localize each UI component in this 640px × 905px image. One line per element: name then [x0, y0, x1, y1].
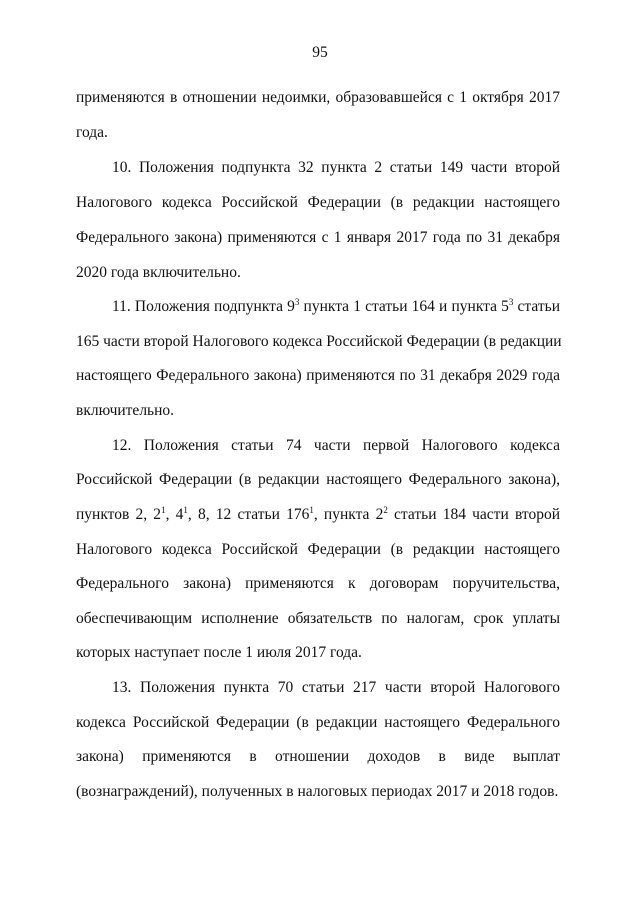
text-run: пункта 1 статьи 164 и пункта 5: [299, 298, 509, 315]
paragraph-12-line-5: Федерального закона) применяются к договорам поручительства,: [76, 575, 560, 592]
superscript: 1: [183, 505, 188, 515]
paragraph-9-line-1: применяются в отношении недоимки, образовавшейся с 1 октября 2017: [76, 89, 560, 106]
paragraph-12-line-3: [76, 505, 560, 525]
text-run: статьи 184 части второй: [387, 506, 560, 523]
paragraph-10-line-3: Федерального закона) применяются с 1 января 2017 года по 31 декабря: [76, 229, 560, 246]
paragraph-11-line-2: 165 части второй Налогового кодекса Российской Федерации (в редакции: [76, 333, 562, 350]
paragraph-13-line-4: (вознаграждений), полученных в налоговых периодах 2017 и 2018 годов.: [76, 783, 559, 800]
paragraph-11-line-4: включительно.: [76, 402, 175, 419]
superscript: 1: [161, 505, 166, 515]
text-run: пунктов 2, 2: [76, 506, 162, 523]
superscript: 1: [309, 505, 314, 515]
paragraph-13-line-2: кодекса Российской Федерации (в редакции настоящего Федерального: [76, 714, 560, 731]
paragraph-12-line-4: Налогового кодекса Российской Федерации (в редакции настоящего: [76, 541, 560, 558]
paragraph-12-line-2: Российской Федерации (в редакции настоящего Федерального закона),: [76, 471, 560, 488]
page-number: 95: [312, 44, 328, 61]
paragraph-9-line-2: года.: [76, 124, 108, 141]
paragraph-10-line-1: 10. Положения подпункта 32 пункта 2 статьи 149 части второй: [112, 159, 560, 176]
text-run: , пункта 2: [313, 506, 384, 523]
text-run: , 8, 12 статьи 176: [187, 506, 310, 523]
paragraph-13-line-3: закона) применяются в отношении доходов в виде выплат: [76, 748, 560, 765]
paragraph-11-line-1: [112, 297, 560, 317]
superscript: 3: [294, 297, 300, 307]
text-run: 11. Положения подпункта 9: [112, 298, 295, 315]
paragraph-10-line-2: Налогового кодекса Российской Федерации (в редакции настоящего: [76, 194, 560, 211]
paragraph-12-line-1: 12. Положения статьи 74 части первой Налогового кодекса: [112, 437, 560, 454]
text-run: статьи: [513, 298, 560, 315]
text-run: , 4: [165, 506, 184, 523]
paragraph-12-line-6: обеспечивающим исполнение обязательств по налогам, срок уплаты: [76, 610, 560, 627]
paragraph-10-line-4: 2020 года включительно.: [76, 264, 241, 281]
paragraph-11-line-3: настоящего Федерального закона) применяются по 31 декабря 2029 года: [76, 367, 560, 384]
superscript: 3: [508, 297, 514, 307]
paragraph-13-line-1: 13. Положения пункта 70 статьи 217 части второй Налогового: [112, 679, 560, 696]
superscript: 2: [383, 505, 388, 515]
paragraph-12-line-7: которых наступает после 1 июля 2017 года.: [76, 644, 362, 661]
